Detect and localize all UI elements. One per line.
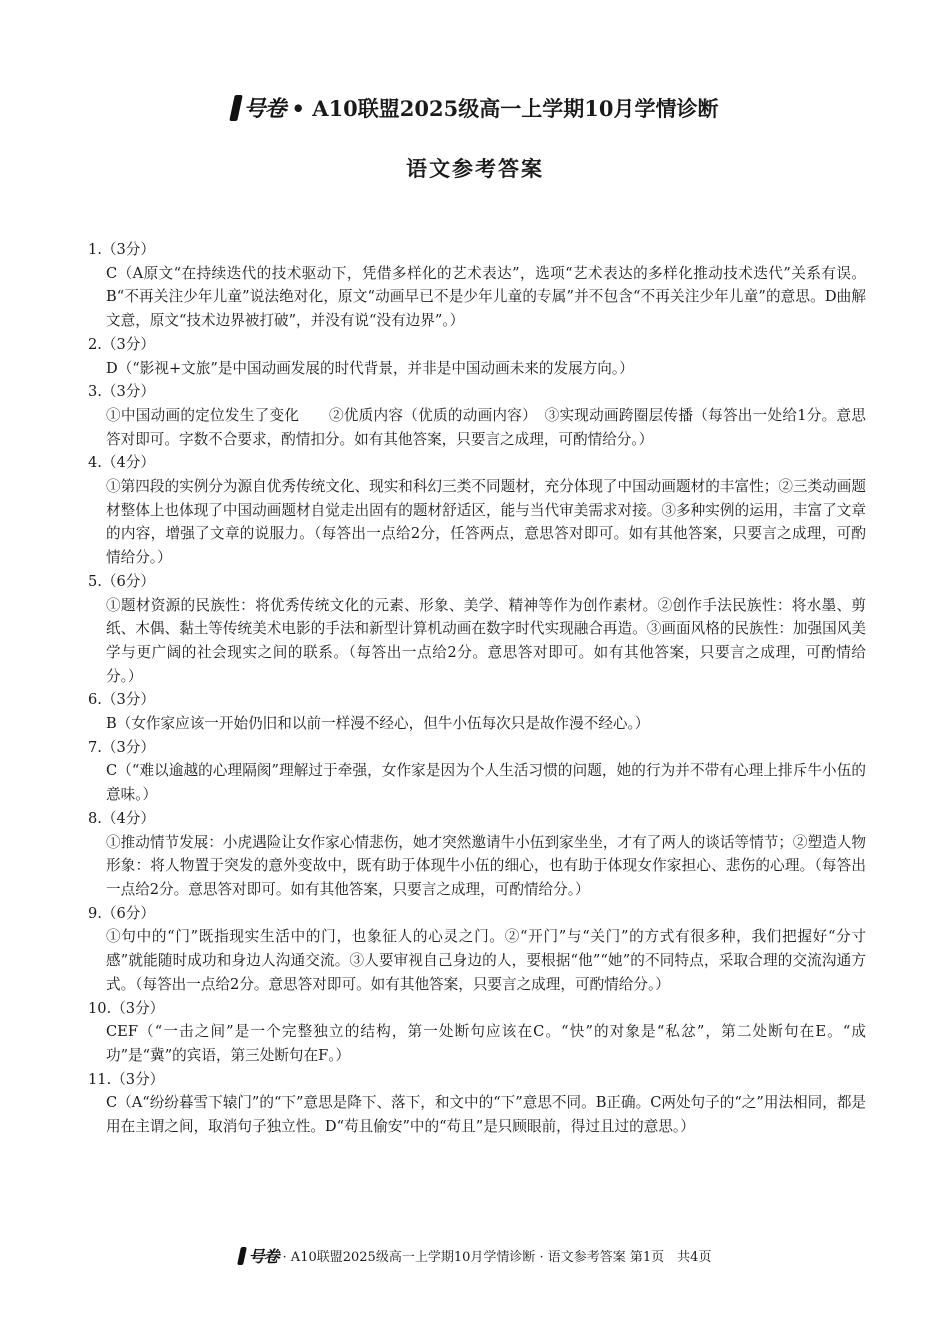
question-answer: C（“难以逾越的心理隔阂”理解过于牵强，女作家是因为个人生活习惯的问题，她的行为并不带有心理上排斥牛小伍的意味。） bbox=[106, 762, 866, 804]
question-answer: ①题材资源的民族性：将优秀传统文化的元素、形象、美学、精神等作为创作素材。②创作手法民族性：将水墨、剪纸、木偶、黏土等传统美术电影的手法和新型计算机动画在数字时代实现融合再造。③画面风格的民族性：加强国风美学与更广阔的社会现实之间的联系。（每答出一点给2分。意思答对即可。如有其他答案，只要言之成理，可酌情给分。） bbox=[106, 596, 866, 685]
question-4 bbox=[88, 451, 866, 570]
question-head: 7.（3分） bbox=[88, 738, 155, 756]
question-answer: C（A原文“在持续迭代的技术驱动下，凭借多样化的艺术表达”，选项“艺术表达的多样化推动技术迭代”关系有误。B“不再关注少年儿童”说法绝对化，原文“动画早已不是少年儿童的专属”并不包含“不再关注少年儿童”的意思。D曲解文意，原文“技术边界被打破”，并没有说“没有边界”。） bbox=[106, 264, 866, 330]
question-10 bbox=[88, 997, 866, 1068]
question-6 bbox=[88, 688, 866, 735]
question-7 bbox=[88, 736, 866, 807]
page-subtitle: 语文参考答案 bbox=[406, 156, 544, 181]
question-head: 10.（3分） bbox=[88, 999, 165, 1017]
brand-logo bbox=[232, 92, 286, 123]
question-answer: ①句中的“门”既指现实生活中的门，也象征人的心灵之门。②“开门”与“关门”的方式有很多种，我们把握好“分寸感”就能随时成功和身边人沟通交流。③人要审视自己身边的人，要根据“他”“她”的不同特点，采取合理的交流沟通方式。（每答出一点给2分。意思答对即可。如有其他答案，只要言之成理，可酌情给分。） bbox=[106, 928, 866, 993]
page-footer bbox=[0, 1244, 950, 1267]
question-1 bbox=[88, 238, 866, 333]
question-8 bbox=[88, 807, 866, 902]
question-head: 5.（6分） bbox=[88, 572, 155, 590]
title-line bbox=[232, 92, 719, 123]
question-head: 1.（3分） bbox=[88, 241, 155, 258]
question-answer: CEF（“一击之间”是一个完整独立的结构，第一处断句应该在C。“快”的对象是“私忿”，第二处断句在E。“成功”是“冀”的宾语，第三处断句在F。） bbox=[106, 1023, 866, 1064]
question-head: 8.（4分） bbox=[88, 809, 155, 827]
question-head: 4.（4分） bbox=[88, 454, 155, 472]
footer-logo-text: 号卷 bbox=[248, 1247, 279, 1266]
question-answer: B（女作家应该一开始仍旧和以前一样漫不经心，但牛小伍每次只是故作漫不经心。） bbox=[106, 715, 650, 733]
footer-text: · A10联盟2025级高一上学期10月学情诊断 · 语文参考答案 第1页 共4页 bbox=[282, 1250, 712, 1265]
question-5 bbox=[88, 570, 866, 689]
footer-logo bbox=[239, 1244, 279, 1267]
question-head: 11.（3分） bbox=[88, 1070, 165, 1088]
question-3 bbox=[88, 380, 866, 451]
question-answer: ①推动情节发展：小虎遇险让女作家心情悲伤，她才突然邀请牛小伍到家坐坐，才有了两人的谈话等情节；②塑造人物形象：将人物置于突发的意外变故中，既有助于体现牛小伍的细心，也有助于体现女作家担心、悲伤的心理。（每答出一点给2分。意思答对即可。如有其他答案，只要言之成理，可酌情给分。） bbox=[106, 833, 866, 898]
page-title: • A10联盟2025级高一上学期10月学情诊断 bbox=[291, 95, 719, 121]
question-head: 6.（3分） bbox=[88, 691, 155, 709]
question-head: 3.（3分） bbox=[88, 383, 155, 401]
question-9 bbox=[88, 902, 866, 997]
question-head: 9.（6分） bbox=[88, 904, 155, 922]
brand-mark-icon bbox=[237, 1247, 247, 1265]
page-header bbox=[0, 92, 950, 183]
question-answer: ①中国动画的定位发生了变化 ②优质内容（优质的动画内容） ③实现动画跨圈层传播（每答出一处给1分。意思答对即可。字数不合要求，酌情扣分。如有其他答案，只要言之成理，可酌情给分。） bbox=[106, 406, 866, 448]
brand-logo-text: 号卷 bbox=[243, 96, 286, 122]
question-answer: D（“影视+文旅”是中国动画发展的时代背景，并非是中国动画未来的发展方向。） bbox=[106, 359, 634, 377]
question-head: 2.（3分） bbox=[88, 335, 155, 353]
question-answer: ①第四段的实例分为源自优秀传统文化、现实和科幻三类不同题材，充分体现了中国动画题材的丰富性；②三类动画题材整体上也体现了中国动画题材自觉走出固有的题材舒适区，能与当代审美需求对接。③多种实例的运用，丰富了文章的内容，增强了文章的说服力。（每答出一点给2分，任答两点，意思答对即可。如有其他答案，只要言之成理，可酌情给分。） bbox=[106, 478, 866, 567]
question-11 bbox=[88, 1068, 866, 1139]
brand-mark-icon bbox=[229, 95, 243, 121]
answer-list bbox=[88, 238, 866, 1139]
question-2 bbox=[88, 333, 866, 380]
question-answer: C（A“纷纷暮雪下辕门”的“下”意思是降下、落下，和文中的“下”意思不同。B正确。C两处句子的“之”用法相同，都是用在主谓之间，取消句子独立性。D“苟且偷安”中的“苟且”是只顾眼前，得过且过的意思。） bbox=[106, 1094, 867, 1136]
